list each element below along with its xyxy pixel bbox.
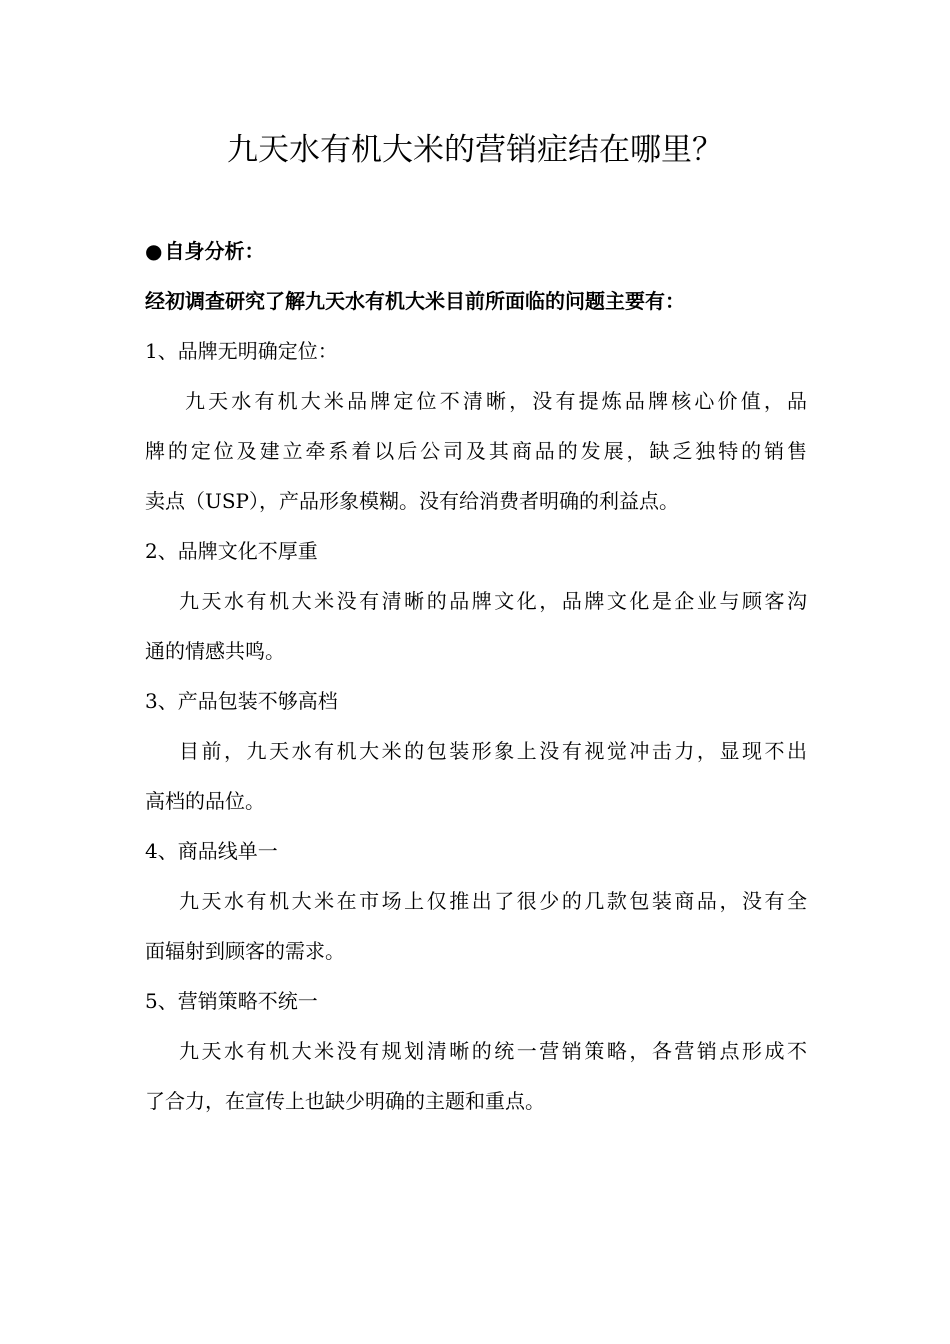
item-heading-5: 5、营销策略不统一 [145, 989, 318, 1013]
section-heading [145, 236, 807, 266]
item-1-line-1: 九天水有机大米品牌定位不清晰，没有提炼品牌核心价值，品 [185, 389, 807, 413]
item-5-line-1: 九天水有机大米没有规划清晰的统一营销策略，各营销点形成不 [179, 1039, 807, 1063]
bullet-icon: ● [145, 239, 163, 263]
item-4-line-2: 面辐射到顾客的需求。 [145, 939, 345, 963]
item-1-line-2: 牌的定位及建立牵系着以后公司及其商品的发展，缺乏独特的销售 [145, 439, 807, 463]
item-3-line-2: 高档的品位。 [145, 789, 265, 813]
item-5-line-2: 了合力，在宣传上也缺少明确的主题和重点。 [145, 1089, 545, 1113]
item-1-line-3: 卖点（USP），产品形象模糊。没有给消费者明确的利益点。 [145, 489, 680, 513]
item-2-line-1: 九天水有机大米没有清晰的品牌文化，品牌文化是企业与顾客沟 [179, 589, 807, 613]
item-heading-1: 1、品牌无明确定位： [145, 339, 338, 363]
intro-text: 经初调查研究了解九天水有机大米目前所面临的问题主要有： [145, 289, 685, 313]
item-heading-2: 2、品牌文化不厚重 [145, 539, 318, 563]
item-heading-3: 3、产品包装不够高档 [145, 689, 338, 713]
item-3-line-1: 目前，九天水有机大米的包装形象上没有视觉冲击力，显现不出 [179, 739, 807, 763]
item-2-line-2: 通的情感共鸣。 [145, 639, 285, 663]
item-heading-4: 4、商品线单一 [145, 839, 278, 863]
section-heading-text: 自身分析： [164, 239, 265, 263]
item-4-line-1: 九天水有机大米在市场上仅推出了很少的几款包装商品，没有全 [179, 889, 807, 913]
page-title: 九天水有机大米的营销症结在哪里？ [227, 132, 723, 168]
